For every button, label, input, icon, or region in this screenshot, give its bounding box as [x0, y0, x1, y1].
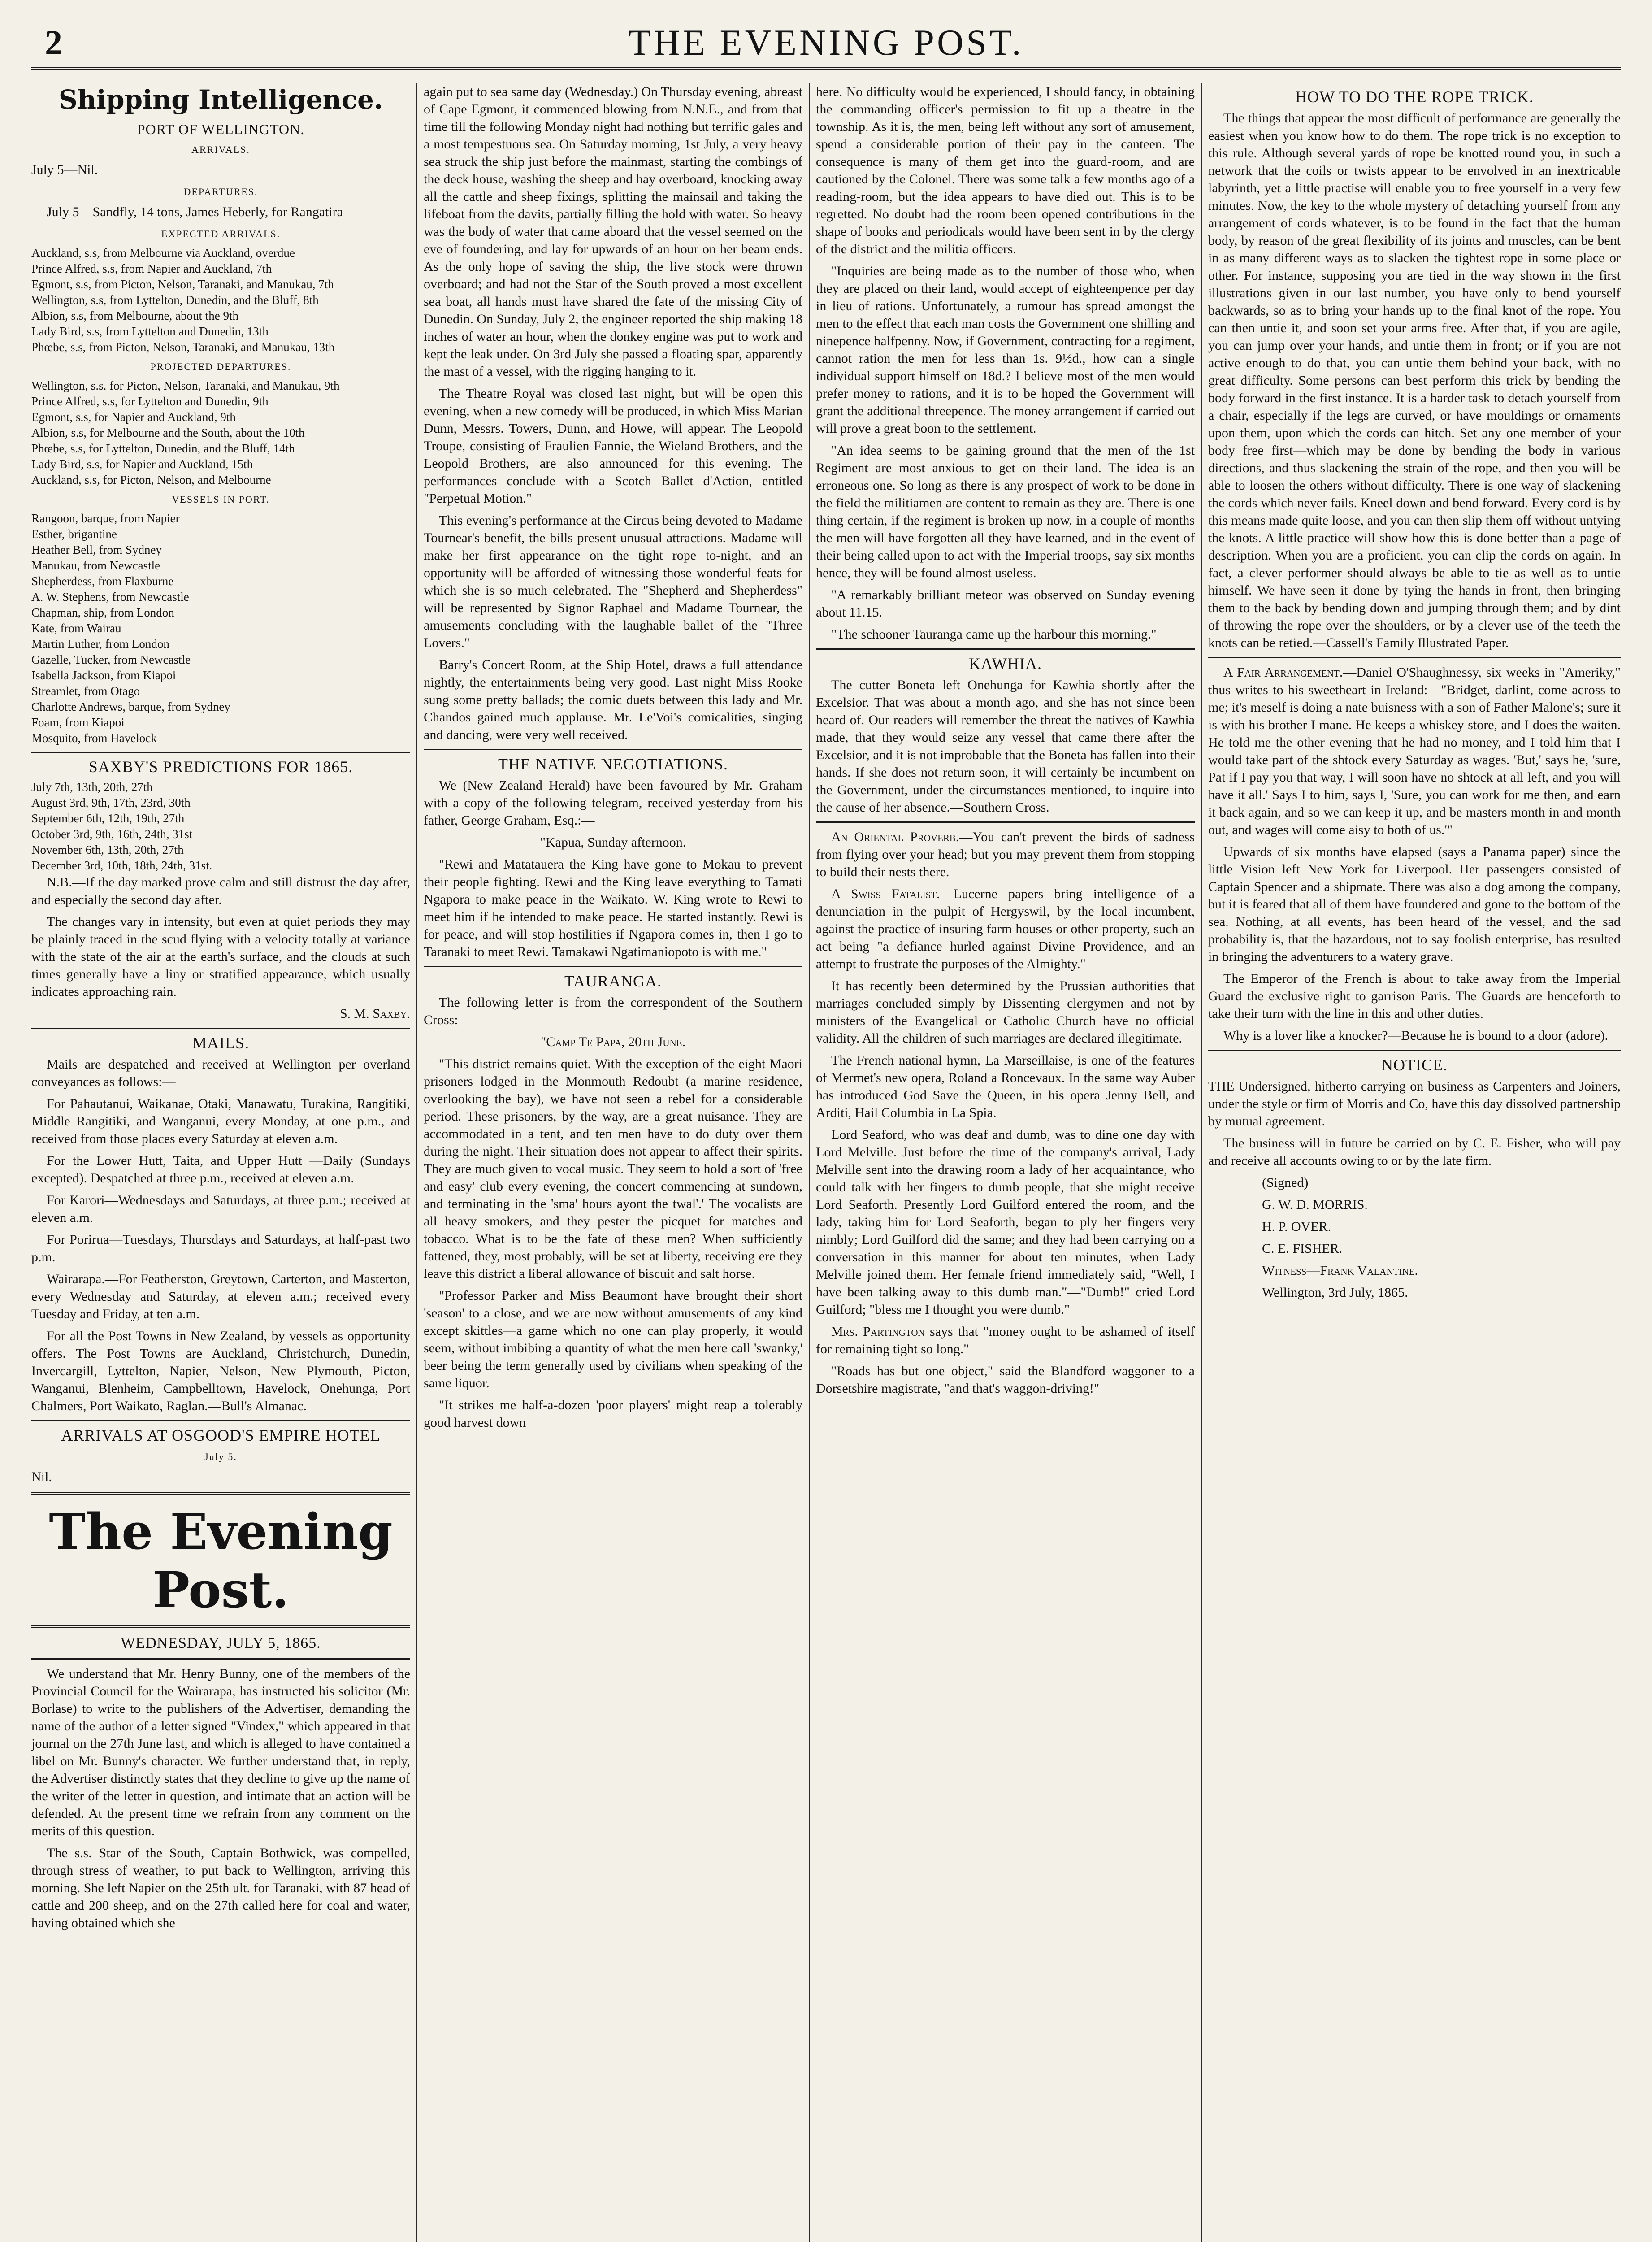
- article-paragraph: [816, 885, 1195, 973]
- column-4: [1208, 83, 1621, 2242]
- article-paragraph: Why is a lover like a knocker?—Because he is bound to a door (adore).: [1223, 1028, 1609, 1043]
- vessels-label: VESSELS IN PORT.: [172, 494, 270, 505]
- notice-signed: (Signed): [1262, 1175, 1309, 1190]
- article-paragraph: Upwards of six months have elapsed (says a Panama paper) since the little Vision left New York for Liverpool. Her passengers consisted of Captain Spencer and a shipmate. There was also a dog among the company, but it is feared that all of them have foundered and gone to the bottom of the sea. Nothing, at all events, has been heard of the vessel, and the sad probability is, that the hazardous, not to say foolish enterprise, has resulted in bringing the adventurers to a watery grave.: [1208, 844, 1621, 964]
- port-heading: PORT OF WELLINGTON.: [137, 121, 305, 137]
- oriental-text: —You can't prevent the birds of sadness from flying over your head; but you may prevent them from stopping to build their nests there.: [816, 830, 1195, 879]
- list-item: Charlotte Andrews, barque, from Sydney: [31, 700, 230, 713]
- osgood-heading: ARRIVALS AT OSGOOD'S EMPIRE HOTEL: [61, 1426, 381, 1444]
- page-number: 2: [45, 23, 62, 62]
- fair-text: —Daniel O'Shaughnessy, six weeks in "Ameriky," thus writes to his sweetheart in Ireland:—"Bridget, darlint, come across to me; it's meself is doing a nate buisness with a son of Father Malone's; sure it is with his brother I mane. He keeps a whiskey store, and I does the waiten. He told me the other evening that he had no money, and I told him that I would take part of the shtock every Saturday as wages. 'But,' says he, 'sure, Pat if I pay you that way, I will soon have no shtock at all left, and you will have it all.' Says I to him, says I, 'Sure, you can work for me then, and earn it back again, and so we can keep it up, and be masters month in and month out, and wages will come aisy to both of us.'": [1208, 665, 1621, 837]
- notice-witness: Witness—Frank Valantine.: [1262, 1263, 1418, 1278]
- mails-item: For Porirua—Tuesdays, Thursdays and Saturdays, at half-past two p.m.: [31, 1232, 410, 1264]
- article-paragraph: The French national hymn, La Marseillaise, is one of the features of Mermet's new opera, Roland a Roncevaux. In the same way Auber has introduced God Save the Queen, in his opera Jenny Bell, and Arditi, Hail Columbia in La Spia.: [816, 1053, 1195, 1120]
- notice-heading: NOTICE.: [1381, 1056, 1448, 1074]
- divider: [31, 1028, 410, 1029]
- saxby-nb: N.B.—If the day marked prove calm and still distrust the day after, and especially the second day after.: [31, 875, 410, 907]
- list-item: September 6th, 12th, 19th, 27th: [31, 812, 185, 825]
- list-item: December 3rd, 10th, 18th, 24th, 31st.: [31, 859, 212, 872]
- article-paragraph: here. No difficulty would be experienced, I should fancy, in obtaining the commanding officer's permission to fit up a theatre in the township. As it is, the men, being left without any sort of amusement, spend a considerable portion of their pay in the canteen. The consequence is many of them get into the guard-room, and are cautioned by the Colonel. There was some talk a few months ago of a reading-room, but the idea appears to have died out. This is to be regretted. No doubt had the room been opened contributions in the shape of books and periodicals would have been sent in by the clergy of the district and the militia officers.: [816, 84, 1195, 256]
- article-paragraph: "Camp Te Papa, 20th June.: [541, 1034, 685, 1049]
- article-paragraph: "Kapua, Sunday afternoon.: [540, 835, 686, 850]
- projected-label: PROJECTED DEPARTURES.: [150, 361, 291, 372]
- notice-date: Wellington, 3rd July, 1865.: [1262, 1285, 1408, 1300]
- list-item: Wellington, s.s. for Picton, Nelson, Taranaki, and Manukau, 9th: [31, 379, 340, 392]
- list-item: Chapman, ship, from London: [31, 606, 174, 619]
- expected-list: [31, 245, 410, 355]
- list-item: Prince Alfred, s.s, from Napier and Auckland, 7th: [31, 262, 272, 275]
- list-item: Martin Luther, from London: [31, 637, 169, 651]
- swiss-text: —Lucerne papers bring intelligence of a denunciation in the pulpit of Hergyswil, by the local incumbent, against the practice of insuring farm houses or other property, such an act being "a defiance hurled against Divine Providence, and an attempt to frustrate the purposes of the Almighty.": [816, 886, 1195, 971]
- column-rule: [809, 83, 810, 2242]
- list-item: Isabella Jackson, from Kiapoi: [31, 669, 176, 682]
- list-item: Heather Bell, from Sydney: [31, 543, 162, 556]
- swiss-lead: A Swiss Fatalist.: [831, 886, 940, 901]
- list-item: Mosquito, from Havelock: [31, 731, 157, 745]
- native-heading: THE NATIVE NEGOTIATIONS.: [498, 755, 728, 773]
- rope-heading: HOW TO DO THE ROPE TRICK.: [1295, 88, 1534, 106]
- saxby-signature: S. M. Saxby.: [339, 1006, 410, 1021]
- column-rule: [416, 83, 417, 2242]
- article-paragraph: The Theatre Royal was closed last night, but will be open this evening, when a new comedy will be produced, in which Miss Marian Dunn, Messrs. Towers, Dunn, and Howe, will appear. The Leopold Troupe, consisting of Fraulien Fannie, the Wieland Brothers, and the Leopold Brothers, are also announced for this evening. The performances conclude with a Scotch Ballet d'Action, entitled "Perpetual Motion.": [424, 386, 802, 506]
- article-paragraph: "Roads has but one object," said the Blandford waggoner to a Dorsetshire magistrate, "and that's waggon-driving!": [816, 1364, 1195, 1396]
- divider: [1208, 657, 1621, 658]
- article-paragraph: [1208, 664, 1621, 839]
- column-1: [31, 83, 410, 2242]
- column-3: [816, 83, 1195, 2242]
- mails-item: For Karori—Wednesdays and Saturdays, at three p.m.; received at eleven a.m.: [31, 1193, 410, 1225]
- article-paragraph: again put to sea same day (Wednesday.) On Thursday evening, abreast of Cape Egmont, it commenced blowing from N.N.E., and from that time till the following Monday night had nothing but terrific gales and a most tempestuous sea. On Saturday morning, 1st July, a very heavy sea struck the ship just before the mainmast, starting the combings of the deck house, washing the sheep and hay overboard, knocking away all the cattle and sheep fixings, splitting the mainsail and taking the lifeboat from the davits, partially filling the hold with water. So heavy was the body of water that came aboard that the vessel seemed on the eve of foundering, and lay for upwards of an hour on her beam ends. As the only hope of saving the ship, the live stock were thrown overboard; and had not the Star of the South proved a most excellent sea boat, all hands must have shared the fate of the missing City of Dunedin. On Sunday, July 2, the engineer reported the ship making 18 inches of water an hour, when the donkey engine was put to work and kept the leak under. On 3rd July she passed a floating spar, apparently the mast of a vessel, with the rigging hanging to it.: [424, 84, 802, 379]
- divider: [1208, 1050, 1621, 1051]
- article-paragraph: "The schooner Tauranga came up the harbour this morning.": [831, 627, 1157, 642]
- article-paragraph: [816, 828, 1195, 881]
- list-item: Prince Alfred, s.s, for Lyttelton and Dunedin, 9th: [31, 395, 269, 408]
- article-paragraph: "This district remains quiet. With the exception of the eight Maori prisoners lodged in the Monmouth Redoubt (a marine residence, overlooking the bay), we have not seen a rebel for a considerable period. These prisoners, by the way, are a great nuisance. They are accommodated in a tent, and ten men have to do duty over them during the night. Their situation does not appear to affect their spirits. They are much given to vocal music. They seem to hold a sort of 'free and easy' club every evening, the concert commencing at sundown, and terminating in the 'sma' hours ayont the twal'.' The vocalists are all heavy smokers, and they pester the picquet for matches and tobacco. What is to be the fate of these men? When sufficiently fattened, they, most probably, will be set at liberty, receiving ere they leave this district a liberal allowance of biscuit and salt horse.: [424, 1056, 802, 1281]
- list-item: Lady Bird, s.s, for Napier and Auckland, 15th: [31, 457, 253, 471]
- list-item: A. W. Stephens, from Newcastle: [31, 590, 189, 604]
- expected-label: EXPECTED ARRIVALS.: [161, 228, 281, 239]
- list-item: Egmont, s.s, for Napier and Auckland, 9th: [31, 410, 236, 424]
- projected-list: [31, 378, 410, 488]
- notice-name: H. P. OVER.: [1262, 1219, 1331, 1234]
- article-paragraph: "Rewi and Matatauera the King have gone to Mokau to prevent their people fighting. Rewi and the King leave everything to Tamati Ngapora to make peace in the Waikato. W. King wrote to Rewi to meet him if he intended to make peace. He started instantly. Rewi is for peace, and will stop hostilities if Ngapora comes in, then I go to Taranaki to meet Rewi. Tamakawi Ngatimaniopoto is with me.": [424, 857, 802, 959]
- divider: [31, 1420, 410, 1421]
- article-paragraph: The cutter Boneta left Onehunga for Kawhia shortly after the Excelsior. That was about a month ago, and she has not since been heard of. Our readers will remember the threat the natives of Kawhia made, that they would seize any vessel that came there after the Excelsior, and it is not improbable that the Boneta has fallen into their hands. If she does not return soon, it will certainly be incumbent on the Government, under the circumstances mentioned, to inquire into the cause of her absence.—Southern Cross.: [816, 678, 1195, 815]
- list-item: Phœbe, s.s, for Lyttelton, Dunedin, and the Bluff, 14th: [31, 442, 295, 455]
- saxby-body: The changes vary in intensity, but even at quiet periods they may be plainly traced in the scud flying with a velocity totally at variance with the state of the air at the earth's surface, and the clouds at such times generally have a liny or stratified appearance, which usually indicates approaching rain.: [31, 914, 410, 999]
- list-item: October 3rd, 9th, 16th, 24th, 31st: [31, 827, 193, 841]
- saxby-heading: SAXBY'S PREDICTIONS FOR 1865.: [88, 758, 353, 776]
- column-2: [424, 83, 802, 2242]
- list-item: November 6th, 13th, 20th, 27th: [31, 843, 184, 856]
- divider: [31, 1658, 410, 1660]
- article-paragraph: Barry's Concert Room, at the Ship Hotel, draws a full attendance nightly, the entertainments being very good. Last night Miss Rooke sung some pretty ballads; the comic duets between this lady and Mr. Chandos gained much applause. Mr. Le'Voi's comicalities, singing and dancing, were very well received.: [424, 657, 802, 742]
- notice-paragraph: THE Undersigned, hitherto carrying on business as Carpenters and Joiners, under the style or firm of Morris and Co, have this day dissolved partnership by mutual agreement.: [1208, 1079, 1621, 1129]
- departures-label: DEPARTURES.: [183, 186, 258, 197]
- list-item: Esther, brigantine: [31, 527, 117, 541]
- divider: [31, 1625, 410, 1628]
- paper-name: THE EVENING POST.: [628, 22, 1024, 63]
- mails-heading: MAILS.: [192, 1034, 249, 1052]
- article-paragraph: "It strikes me half-a-dozen 'poor players' might reap a tolerably good harvest down: [424, 1398, 802, 1430]
- editorial-date: WEDNESDAY, JULY 5, 1865.: [121, 1635, 321, 1651]
- article-paragraph: "A remarkably brilliant meteor was observed on Sunday evening about 11.15.: [816, 587, 1195, 620]
- vessels-list: [31, 511, 410, 746]
- divider: [816, 648, 1195, 650]
- notice-name: G. W. D. MORRIS.: [1262, 1197, 1368, 1212]
- list-item: July 7th, 13th, 20th, 27th: [31, 780, 153, 794]
- arrivals-label: ARRIVALS.: [191, 144, 250, 155]
- partington-lead: Mrs. Partington: [831, 1324, 925, 1339]
- oriental-lead: An Oriental Proverb.: [831, 830, 959, 844]
- partington-text: says that "money ought to be ashamed of itself for remaining tight so long.": [816, 1324, 1195, 1356]
- list-item: Albion, s.s, from Melbourne, about the 9th: [31, 309, 238, 322]
- list-item: Kate, from Wairau: [31, 621, 121, 635]
- kawhia-heading: KAWHIA.: [968, 655, 1042, 673]
- list-item: Albion, s.s, for Melbourne and the South, about the 10th: [31, 426, 305, 439]
- editorial-paragraph: The s.s. Star of the South, Captain Bothwick, was compelled, through stress of weather, to put back to Wellington, arriving this morning. She left Napier on the 25th ult. for Taranaki, with 87 head of cattle and 200 sheep, and on the 27th called here for coal and water, having obtained which she: [31, 1846, 410, 1930]
- list-item: Egmont, s.s, from Picton, Nelson, Taranaki, and Manukau, 7th: [31, 278, 334, 291]
- article-paragraph: "Professor Parker and Miss Beaumont have brought their short 'season' to a close, and we are now without amusements of any kind except skittles—a game which no one can play properly, it would seem, without imbibing a quantity of what the men here call 'swanky,' beer being the term generally used by civilians when speaking of the same liquor.: [424, 1288, 802, 1390]
- list-item: Manukau, from Newcastle: [31, 559, 160, 572]
- list-item: Lady Bird, s.s, from Lyttelton and Dunedin, 13th: [31, 325, 269, 338]
- list-item: Foam, from Kiapoi: [31, 716, 125, 729]
- divider: [816, 821, 1195, 823]
- article-paragraph: "An idea seems to be gaining ground that the men of the 1st Regiment are most anxious to get on their land. The idea is an erroneous one. So long as there is any prospect of work to be done in the field the militiamen are content to remain as they are. There is one thing certain, if the regiment is broken up now, in a couple of months the men will have forgotten all they have learned, and in the event of their being called upon to act with the Imperial troops, say six months hence, they will be found almost useless.: [816, 443, 1195, 580]
- divider: [31, 1492, 410, 1495]
- mails-item: For all the Post Towns in New Zealand, by vessels as opportunity offers. The Post Towns are Auckland, Christchurch, Dunedin, Invercargill, Lyttelton, Napier, Nelson, New Plymouth, Picton, Wanganui, Blenheim, Campbelltown, Havelock, Onehunga, Port Chalmers, Port Waikato, Raglan.—Bull's Almanac.: [31, 1329, 410, 1413]
- mails-item: For Pahautanui, Waikanae, Otaki, Manawatu, Turakina, Rangitiki, Middle Rangitiki, and Wanganui, every Monday, at one p.m., and received from those places every Saturday at eleven a.m.: [31, 1096, 410, 1146]
- column-rule: [1201, 83, 1202, 2242]
- article-paragraph: The Emperor of the French is about to take away from the Imperial Guard the exclusive right to garrison Paris. The Guards are henceforth to take their turn with the line in this and other duties.: [1208, 971, 1621, 1021]
- arrivals-text: July 5—Nil.: [31, 162, 98, 177]
- article-paragraph: [816, 1323, 1195, 1358]
- editorial-paragraph: We understand that Mr. Henry Bunny, one of the members of the Provincial Council for the Wairarapa, has instructed his solicitor (Mr. Borlase) to write to the publishers of the Advertiser, demanding the name of the author of a letter signed "Vindex," which appeared in that journal on the 27th June last, and which is alleged to have contained a libel on Mr. Bunny's character. We further understand that, in reply, the Advertiser distinctly states that they decline to give up the name of the writer of the letter in question, and intimate that an action will be defended. At the present time we refrain from any comment on the merits of this question.: [31, 1666, 410, 1838]
- editorial-title: The Evening Post.: [49, 1503, 393, 1619]
- osgood-date: July 5.: [204, 1451, 237, 1462]
- notice-name: C. E. FISHER.: [1262, 1241, 1343, 1256]
- article-paragraph: We (New Zealand Herald) have been favoured by Mr. Graham with a copy of the following telegram, received yesterday from his father, George Graham, Esq.:—: [424, 778, 802, 828]
- list-item: Rangoon, barque, from Napier: [31, 512, 180, 525]
- divider: [31, 752, 410, 753]
- list-item: Phœbe, s.s, from Picton, Nelson, Taranaki, and Manukau, 13th: [31, 340, 335, 354]
- article-paragraph: The things that appear the most difficult of performance are generally the easiest when you know how to do them. The rope trick is no exception to this rule. Although several yards of rope be knotted round you, in such a network that the coils or twists appear to be envolved in an inextricable labyrinth, yet a little practise will enable you to free yourself in a very few minutes. Now, the key to the whole mystery of detaching yourself from any arrangement of cords whatever, is to be found in the fact that the human body, by reason of the great flexibility of its joints and muscles, can be bent in as many different ways as to slacken the tightest rope in some place or other. For instance, supposing you are tied in the way shown in the first illustrations given in our last number, you have only to bend yourself backwards, so as to bring your hands up to the final knot of the rope. You can then untie it, and soon set your arms free. After that, if you are agile, you can jump over your hands, and untie them in front; or if you are not active enough to do that, you can untie them behind your back, with no great difficulty. Some persons can best perform this trick by bending the body forward in the first instance. It is a harder task to detach yourself from a chair, especially if the legs are curved, or have mouldings or ornaments upon them, upon which the cords can hitch. Set any one member of your body free first—which may be done by bending the body in various directions, and thus slackening the strain of the rope, and then you will be able to loosen the others without difficulty. There is one way of slackening the cords which never fails. Kneel down and bend forward. Every cord is by this means made quite loose, and you can then slip them off without untying the knots. A little practice will show how this is done better than a page of description. When you are a proficient, you can clip the cords on again. In fact, a clever performer should always be able to tie as well as to untie himself. We have seen it done by tying the hands in front, then bringing them to the back by bending down and jumping through them; and by dint of throwing the rope over the shoulders, or by a clever use of the teeth the knots can be retied.—Cassell's Family Illustrated Paper.: [1208, 111, 1621, 650]
- list-item: Auckland, s.s, from Melbourne via Auckland, overdue: [31, 246, 295, 260]
- list-item: Wellington, s.s, from Lyttelton, Dunedin, and the Bluff, 8th: [31, 293, 319, 307]
- osgood-value: Nil.: [31, 1469, 52, 1484]
- masthead: [31, 18, 1621, 70]
- list-item: Streamlet, from Otago: [31, 684, 140, 698]
- tauranga-heading: TAURANGA.: [564, 972, 662, 990]
- notice-paragraph: The business will in future be carried on by C. E. Fisher, who will pay and receive all accounts owing to or by the late firm.: [1208, 1136, 1621, 1168]
- divider: [424, 966, 802, 967]
- departures-text: July 5—Sandfly, 14 tons, James Heberly, for Rangatira: [47, 204, 343, 219]
- mails-item: Wairarapa.—For Featherston, Greytown, Carterton, and Masterton, every Wednesday and Saturday, at eleven a.m.; received every Tuesday and Friday, at ten a.m.: [31, 1272, 410, 1321]
- list-item: August 3rd, 9th, 17th, 23rd, 30th: [31, 796, 191, 809]
- article-paragraph: Lord Seaford, who was deaf and dumb, was to dine one day with Lord Melville. Just before the time of the company's arrival, Lady Melville sent into the drawing room a lady of her acquaintance, who could talk with her fingers to dumb people, that she might receive Lord Seaforth. Presently Lord Guilford entered the room, and the lady, taking him for Lord Seaforth, began to ply her fingers very nimbly; Lord Guilford did the same; and they had been carrying on a conversation in this manner for about ten minutes, when Lady Melville joined them. Her female friend immediately said, "Well, I have been talking away to this dumb man."—"Dumb!" cried Lord Guilford; "bless me I thought you were dumb.": [816, 1127, 1195, 1317]
- divider: [424, 749, 802, 750]
- mails-item: For the Lower Hutt, Taita, and Upper Hutt —Daily (Sundays excepted). Despatched at three p.m., received at eleven a.m.: [31, 1153, 410, 1186]
- mails-intro: Mails are despatched and received at Wellington per overland conveyances as follows:—: [31, 1057, 410, 1089]
- list-item: Auckland, s.s, for Picton, Nelson, and Melbourne: [31, 473, 271, 487]
- article-paragraph: "Inquiries are being made as to the number of those who, when they are placed on their land, would accept of eighteenpence per day in lieu of rations. Unfortunately, a rumour has spread amongst the men to the effect that each man costs the Government one shilling and ninepence halfpenny. Now, if Government, contracting for a regiment, cannot ration the men for less than 1s. 9½d., how can a single individual support himself on 18d.? I believe most of the men would prefer money to rations, and it is to be hoped the Government will grant the additional threepence. The money arrangement if carried out will prove a great boon to the settlement.: [816, 264, 1195, 436]
- article-paragraph: The following letter is from the correspondent of the Southern Cross:—: [424, 995, 802, 1027]
- fair-lead: A Fair Arrangement.: [1223, 665, 1343, 680]
- list-item: Shepherdess, from Flaxburne: [31, 574, 174, 588]
- article-paragraph: This evening's performance at the Circus being devoted to Madame Tournear's benefit, the bills present unusual attractions. Madame will make her first appearance on the tight rope to-night, and an opportunity will be afforded of witnessing those wonderful feats for which she is so much celebrated. The "Shepherd and Shepherdess" will be represented by Signor Raphael and Madame Tournear, the amusements concluding with the laughable ballet of the "Three Lovers.": [424, 513, 802, 650]
- saxby-dates: [31, 779, 410, 873]
- shipping-heading: Shipping Intelligence.: [58, 84, 383, 115]
- article-paragraph: It has recently been determined by the Prussian authorities that marriages concluded simply by Dissenting clergymen and not by ministers of the Evangelical or Catholic Church have no official validity. All the children of such marriages are declared illegitimate.: [816, 978, 1195, 1046]
- list-item: Gazelle, Tucker, from Newcastle: [31, 653, 191, 666]
